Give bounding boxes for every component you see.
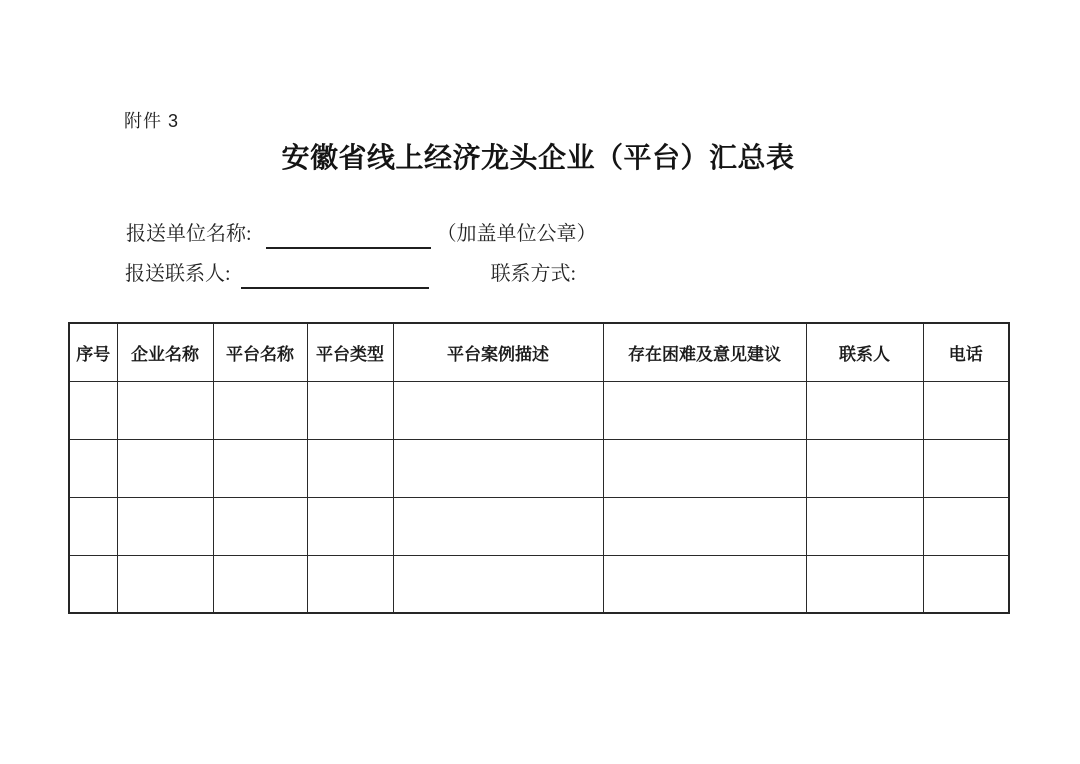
contact-method-label: 联系方式:	[490, 263, 577, 285]
table-cell[interactable]	[393, 555, 603, 613]
table-cell[interactable]	[393, 439, 603, 497]
summary-table	[68, 322, 1010, 614]
table-cell[interactable]	[69, 439, 117, 497]
page-title: 安徽省线上经济龙头企业（平台）汇总表	[281, 143, 795, 174]
table-cell[interactable]	[213, 555, 307, 613]
header-difficulties-suggestions: 存在困难及意见建议	[603, 323, 806, 381]
table-cell[interactable]	[117, 497, 213, 555]
table-row	[69, 381, 1009, 439]
header-platform-case-description: 平台案例描述	[393, 323, 603, 381]
contact-person-label: 报送联系人:	[125, 263, 231, 285]
table-header-row	[69, 323, 1009, 381]
header-serial-number: 序号	[69, 323, 117, 381]
header-platform-type: 平台类型	[307, 323, 393, 381]
table-cell[interactable]	[923, 497, 1009, 555]
table-cell[interactable]	[806, 497, 923, 555]
header-platform-name: 平台名称	[213, 323, 307, 381]
unit-name-blank-field[interactable]	[266, 225, 431, 249]
seal-note: （加盖单位公章）	[436, 223, 597, 245]
table-row	[69, 439, 1009, 497]
table-cell[interactable]	[69, 497, 117, 555]
table-cell[interactable]	[603, 497, 806, 555]
table-cell[interactable]	[117, 381, 213, 439]
table-cell[interactable]	[213, 381, 307, 439]
contact-person-blank-field[interactable]	[241, 265, 429, 289]
table-cell[interactable]	[213, 439, 307, 497]
table-row	[69, 497, 1009, 555]
table-cell[interactable]	[923, 555, 1009, 613]
table-cell[interactable]	[69, 555, 117, 613]
table-cell[interactable]	[117, 555, 213, 613]
table-row	[69, 555, 1009, 613]
table-cell[interactable]	[603, 381, 806, 439]
table-cell[interactable]	[806, 439, 923, 497]
table-cell[interactable]	[806, 555, 923, 613]
table-cell[interactable]	[213, 497, 307, 555]
table-cell[interactable]	[806, 381, 923, 439]
table-cell[interactable]	[117, 439, 213, 497]
contact-person-line	[125, 261, 576, 287]
reporting-unit-line	[126, 221, 597, 247]
attachment-label: 附件 3	[124, 111, 180, 131]
header-enterprise-name: 企业名称	[117, 323, 213, 381]
table-cell[interactable]	[603, 439, 806, 497]
table-cell[interactable]	[923, 381, 1009, 439]
header-contact-person: 联系人	[806, 323, 923, 381]
table-cell[interactable]	[393, 497, 603, 555]
table-cell[interactable]	[307, 381, 393, 439]
table-cell[interactable]	[69, 381, 117, 439]
table-cell[interactable]	[393, 381, 603, 439]
table-cell[interactable]	[923, 439, 1009, 497]
table-cell[interactable]	[603, 555, 806, 613]
table-body	[69, 381, 1009, 613]
table-cell[interactable]	[307, 497, 393, 555]
header-phone: 电话	[923, 323, 1009, 381]
table-cell[interactable]	[307, 555, 393, 613]
unit-name-label: 报送单位名称:	[126, 223, 252, 245]
table-cell[interactable]	[307, 439, 393, 497]
